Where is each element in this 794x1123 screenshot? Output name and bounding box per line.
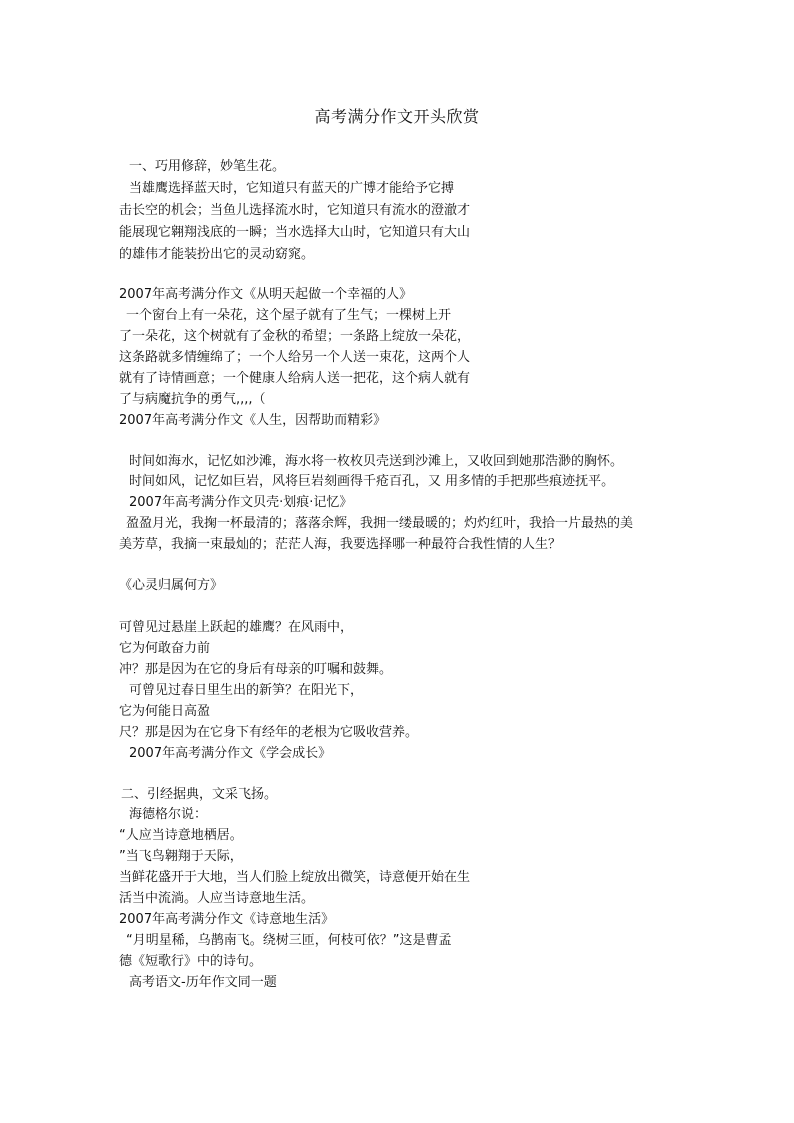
paragraph-line: 可曾见过春日里生出的新笋？在阳光下， [129, 683, 364, 698]
paragraph-line: “人应当诗意地栖居。 [119, 828, 243, 843]
paragraph-line: ”当飞鸟翱翔于天际， [119, 849, 243, 864]
paragraph-line: 的雄伟才能装扮出它的灵动窈窕。 [119, 247, 315, 262]
footer-note: 高考语文-历年作文同一题 [129, 975, 277, 990]
paragraph-line: 活当中流淌。人应当诗意地生活。 [119, 891, 315, 906]
paragraph-line: 了一朵花，这个树就有了金秋的希望；一条路上绽放一朵花， [119, 329, 471, 344]
paragraph-line: 海德格尔说： [129, 807, 208, 822]
document-title: 高考满分作文开头欣赏 [314, 107, 480, 126]
paragraph-line: 时间如风，记忆如巨岩，风将巨岩刻画得千疮百孔，又 用多情的手把那些痕迹抚平。 [129, 474, 615, 489]
paragraph-line: 当鲜花盛开于大地，当人们脸上绽放出微笑，诗意便开始在生 [119, 870, 471, 885]
section-heading-allusion: 二、引经据典，文采飞扬。 [121, 787, 278, 802]
paragraph-line: “月明星稀，乌鹊南飞。绕树三匝，何枝可依？”这是曹孟 [126, 933, 452, 948]
paragraph-line: 当雄鹰选择蓝天时，它知道只有蓝天的广博才能给予它搏 [129, 181, 455, 196]
paragraph-line: 冲？那是因为在它的身后有母亲的叮嘱和鼓舞。 [119, 662, 393, 677]
paragraph-line: 盈盈月光，我掬一杯最清的；落落余辉，我拥一缕最暖的；灼灼红叶，我拾一片最热的美 [126, 516, 634, 531]
paragraph-line: 击长空的机会；当鱼儿选择流水时，它知道只有流水的澄澈才 [119, 203, 471, 218]
paragraph-line: 这条路就多情缠绵了；一个人给另一个人送一束花，这两个人 [119, 350, 471, 365]
paragraph-line: 了与病魔抗争的勇气,,,,（ [119, 392, 266, 407]
paragraph-line: 能展现它翱翔浅底的一瞬；当水选择大山时，它知道只有大山 [119, 225, 471, 240]
paragraph-line: 德《短歌行》中的诗句。 [119, 954, 263, 969]
paragraph-line: 尺？那是因为在它身下有经年的老根为它吸收营养。 [119, 725, 419, 740]
essay-title-line: 《心灵归属何方》 [119, 578, 224, 593]
paragraph-line: 它为何能日高盈 [119, 704, 211, 719]
essay-source-line: 2007年高考满分作文《学会成长》 [129, 746, 332, 761]
section-heading-rhetoric: 一、巧用修辞，妙笔生花。 [129, 159, 286, 174]
paragraph-line: 它为何敢奋力前 [119, 641, 211, 656]
paragraph-line: 时间如海水，记忆如沙滩，海水将一枚枚贝壳送到沙滩上，又收回到她那浩渺的胸怀。 [129, 454, 624, 469]
paragraph-line: 可曾见过悬崖上跃起的雄鹰？在风雨中， [119, 620, 354, 635]
paragraph-line: 美芳草，我摘一束最灿的；茫茫人海，我要选择哪一种最符合我性情的人生？ [119, 537, 562, 552]
essay-source-line: 2007年高考满分作文《诗意地生活》 [119, 912, 335, 927]
essay-source-line: 2007年高考满分作文《从明天起做一个幸福的人》 [119, 287, 413, 302]
paragraph-line: 一个窗台上有一朵花，这个屋子就有了生气；一棵树上开 [126, 308, 452, 323]
paragraph-line: 就有了诗情画意；一个健康人给病人送一把花，这个病人就有 [119, 371, 471, 386]
essay-source-line: 2007年高考满分作文《人生，因帮助而精彩》 [119, 413, 387, 428]
essay-source-line: 2007年高考满分作文贝壳·划痕·记忆》 [129, 495, 353, 510]
